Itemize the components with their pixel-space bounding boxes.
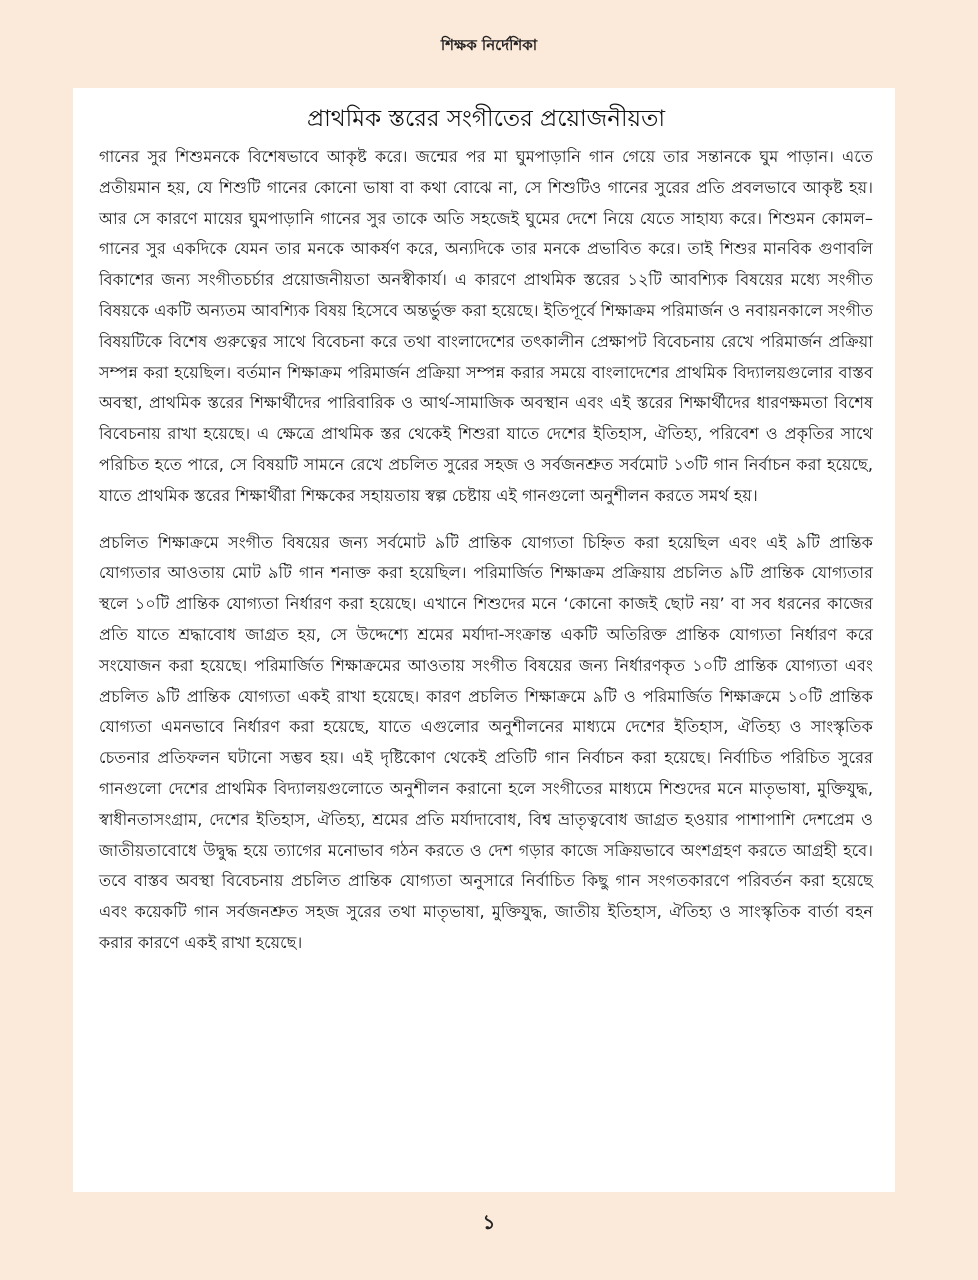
page-number: ১ bbox=[482, 1210, 496, 1234]
body-paragraph-1: গানের সুর শিশুমনকে বিশেষভাবে আকৃষ্ট করে। জন্মের পর মা ঘুমপাড়ানি গান গেয়ে তার সন্তানকে ঘুম পাড়ান। এতে প্রতীয়মান হয়, যে শিশুটি গানের কোনো ভাষা বা কথা বোঝে না, সে শিশুটিও গানের সুরের প্রতি প্রবলভাবে আকৃষ্ট হয়। আর সে কারণে মায়ের ঘুমপাড়ানি গানের সুর তাকে অতি সহজেই ঘুমের দেশে নিয়ে যেতে সাহায্য করে। শিশুমন কোমল– গানের সুর একদিকে যেমন তার মনকে আকর্ষণ করে, অন্যদিকে তার মনকে প্রভাবিত করে। তাই শিশুর মানবিক গুণাবলি বিকাশের জন্য সংগীতচর্চার প্রয়োজনীয়তা অনস্বীকার্য। এ কারণে প্রাথমিক স্তরের ১২টি আবশ্যিক বিষয়ের মধ্যে সংগীত বিষয়কে একটি অন্যতম আবশ্যিক বিষয় হিসেবে অন্তর্ভুক্ত করা হয়েছে। ইতিপূর্বে শিক্ষাক্রম পরিমার্জন ও নবায়নকালে সংগীত বিষয়টিকে বিশেষ গুরুত্বের সাথে বিবেচনা করে তথা বাংলাদেশের তৎকালীন প্রেক্ষাপট বিবেচনায় রেখে পরিমার্জন প্রক্রিয়া সম্পন্ন করা হয়েছিল। বর্তমান শিক্ষাক্রম পরিমার্জন প্রক্রিয়া সম্পন্ন করার সময়ে বাংলাদেশের প্রাথমিক বিদ্যালয়গুলোর বাস্তব অবস্থা, প্রাথমিক স্তরের শিক্ষার্থীদের পারিবারিক ও আর্থ-সামাজিক অবস্থান এবং এই স্তরের শিক্ষার্থীদের ধারণক্ষমতা বিশেষ বিবেচনায় রাখা হয়েছে। এ ক্ষেত্রে প্রাথমিক স্তর থেকেই শিশুরা যাতে দেশের ইতিহাস, ঐতিহ্য, পরিবেশ ও প্রকৃতির সাথে পরিচিত হতে পারে, সে বিষয়টি সামনে রেখে প্রচলিত সুরের সহজ ও সর্বজনশ্রুত সর্বমোট ১৩টি গান নির্বাচন করা হয়েছে, যাতে প্রাথমিক স্তরের শিক্ষার্থীরা শিক্ষকের সহায়তায় স্বল্প চেষ্টায় এই গানগুলো অনুশীলন করতে সমর্থ হয়। bbox=[99, 147, 873, 505]
running-header: শিক্ষক নির্দেশিকা bbox=[440, 36, 538, 54]
content-panel bbox=[73, 88, 895, 1192]
body-paragraph-2: প্রচলিত শিক্ষাক্রমে সংগীত বিষয়ের জন্য সর্বমোট ৯টি প্রান্তিক যোগ্যতা চিহ্নিত করা হয়েছিল এবং এই ৯টি প্রান্তিক যোগ্যতার আওতায় মোট ৯টি গান শনাক্ত করা হয়েছিল। পরিমার্জিত শিক্ষাক্রম প্রক্রিয়ায় প্রচলিত ৯টি প্রান্তিক যোগ্যতার স্থলে ১০টি প্রান্তিক যোগ্যতা নির্ধারণ করা হয়েছে। এখানে শিশুদের মনে ‘কোনো কাজই ছোট নয়’ বা সব ধরনের কাজের প্রতি যাতে শ্রদ্ধাবোধ জাগ্রত হয়, সে উদ্দেশ্যে শ্রমের মর্যাদা-সংক্রান্ত একটি অতিরিক্ত প্রান্তিক যোগ্যতা নির্ধারণ করে সংযোজন করা হয়েছে। পরিমার্জিত শিক্ষাক্রমের আওতায় সংগীত বিষয়ের জন্য নির্ধারণকৃত ১০টি প্রান্তিক যোগ্যতা এবং প্রচলিত ৯টি প্রান্তিক যোগ্যতা একই রাখা হয়েছে। কারণ প্রচলিত শিক্ষাক্রমে ৯টি ও পরিমার্জিত শিক্ষাক্রমে ১০টি প্রান্তিক যোগ্যতা এমনভাবে নির্ধারণ করা হয়েছে, যাতে এগুলোর অনুশীলনের মাধ্যমে দেশের ইতিহাস, ঐতিহ্য ও সাংস্কৃতিক চেতনার প্রতিফলন ঘটানো সম্ভব হয়। এই দৃষ্টিকোণ থেকেই প্রতিটি গান নির্বাচন করা হয়েছে। নির্বাচিত পরিচিত সুরের গানগুলো দেশের প্রাথমিক বিদ্যালয়গুলোতে অনুশীলন করানো হলে সংগীতের মাধ্যমে শিশুদের মনে মাতৃভাষা, মুক্তিযুদ্ধ, স্বাধীনতাসংগ্রাম, দেশের ইতিহাস, ঐতিহ্য, শ্রমের প্রতি মর্যাদাবোধ, বিশ্ব ভ্রাতৃত্ববোধ জাগ্রত হওয়ার পাশাপাশি দেশপ্রেম ও জাতীয়তাবোধে উদ্বুদ্ধ হয়ে ত্যাগের মনোভাব গঠন করতে ও দেশ গড়ার কাজে সক্রিয়ভাবে অংশগ্রহণ করতে আগ্রহী হবে। তবে বাস্তব অবস্থা বিবেচনায় প্রচলিত প্রান্তিক যোগ্যতা অনুসারে নির্বাচিত কিছু গান সংগতকারণে পরিবর্তন করা হয়েছে এবং কয়েকটি গান সর্বজনশ্রুত সহজ সুরের তথা মাতৃভাষা, মুক্তিযুদ্ধ, জাতীয় ইতিহাস, ঐতিহ্য ও সাংস্কৃতিক বার্তা বহন করার কারণে একই রাখা হয়েছে। bbox=[99, 532, 874, 952]
document-title: প্রাথমিক স্তরের সংগীতের প্রয়োজনীয়তা bbox=[306, 106, 666, 132]
